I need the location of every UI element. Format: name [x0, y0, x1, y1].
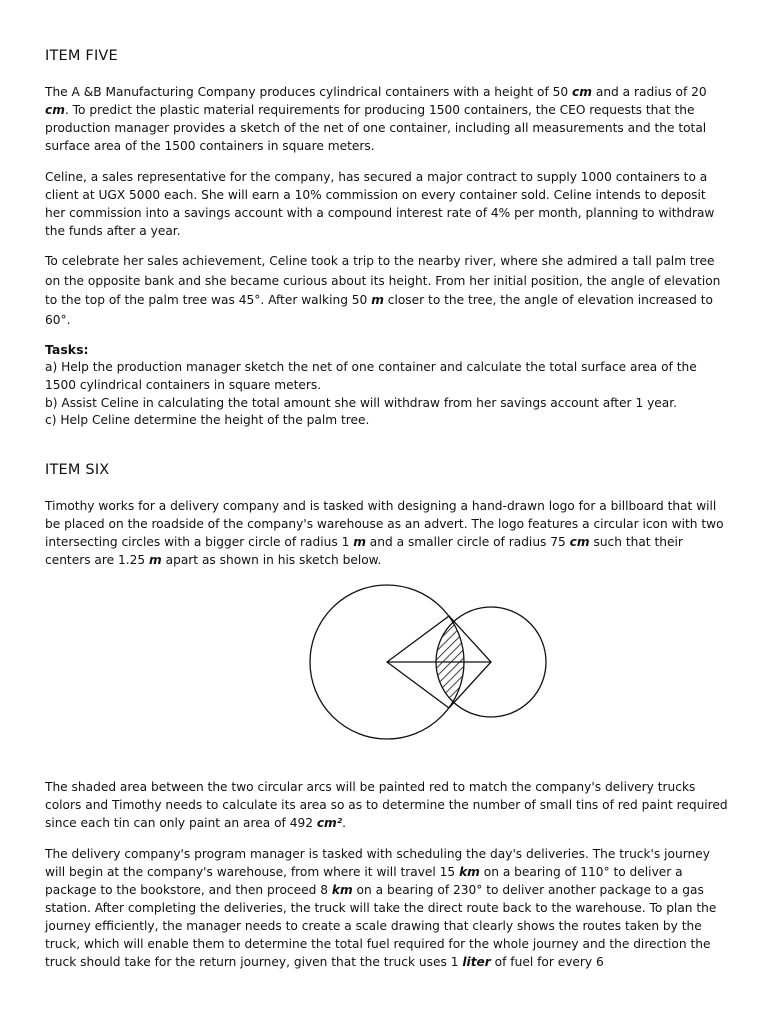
item-six-paragraph-1: Timothy works for a delivery company and is tasked with designing a hand-drawn logo for a billboard that will be placed on the roadside of the company's warehouse as an advert. The logo features a circular icon with two intersecting circles with a bigger circle of radius 1 m and a smaller circle of radius 75 cm such that their centers are 1.25 m apart as shown in his sketch below. — [45, 499, 724, 567]
item-six-paragraph-2: The shaded area between the two circular arcs will be painted red to match the company's delivery trucks colors and Timothy needs to calculate its area so as to determine the number of small tins of red paint required since each tin can only paint an area of 492 cm². — [45, 780, 728, 830]
task-b: b) Assist Celine in calculating the total amount she will withdraw from her savings account after 1 year. — [45, 396, 678, 410]
task-c: c) Help Celine determine the height of the palm tree. — [45, 413, 370, 427]
tasks-heading: Tasks: — [45, 342, 89, 357]
item-five-heading: ITEM FIVE — [45, 48, 118, 64]
item-six-heading: ITEM SIX — [45, 462, 110, 478]
task-a: a) Help the production manager sketch the net of one container and calculate the total surface area of the 1500 cylindrical containers in square meters. — [45, 360, 697, 392]
item-five-paragraph-3: To celebrate her sales achievement, Celine took a trip to the nearby river, where she admired a tall palm tree on the opposite bank and she became curious about its height. From her initial position, the angle of elevation to the top of the palm tree was 45°. After walking 50 m closer to the tree, the angle of elevation increased to 60°. — [45, 254, 721, 327]
item-five-paragraph-2: Celine, a sales representative for the company, has secured a major contract to supply 1000 containers to a client at UGX 5000 each. She will earn a 10% commission on every container sold. Celine intends to deposit her commission into a savings account with a compound interest rate of 4% per month, planning to withdraw the funds after a year. — [45, 170, 715, 238]
item-six-paragraph-3: The delivery company's program manager is tasked with scheduling the day's deliveries. The truck's journey will begin at the company's warehouse, from where it will travel 15 km on a bearing of 110° to deliver a package to the bookstore, and then proceed 8 km on a bearing of 230° to deliver another package to a gas station. After completing the deliveries, the truck will take the direct route back to the warehouse. To plan the journey efficiently, the manager needs to create a scale drawing that clearly shows the routes taken by the truck, which will enable them to determine the total fuel required for the whole journey and the direction the truck should take for the return journey, given that the truck uses 1 liter of fuel for every 6 — [45, 847, 717, 969]
item-five-paragraph-1: The A &B Manufacturing Company produces cylindrical containers with a height of 50 cm and a radius of 20 cm. To predict the plastic material requirements for producing 1500 containers, the CEO requests that the production manager provides a sketch of the net of one container, including all measurements and the total surface area of the 1500 containers in square meters. — [45, 85, 707, 153]
logo-sketch-svg — [263, 578, 553, 763]
intersecting-circles-logo-sketch — [263, 578, 553, 767]
